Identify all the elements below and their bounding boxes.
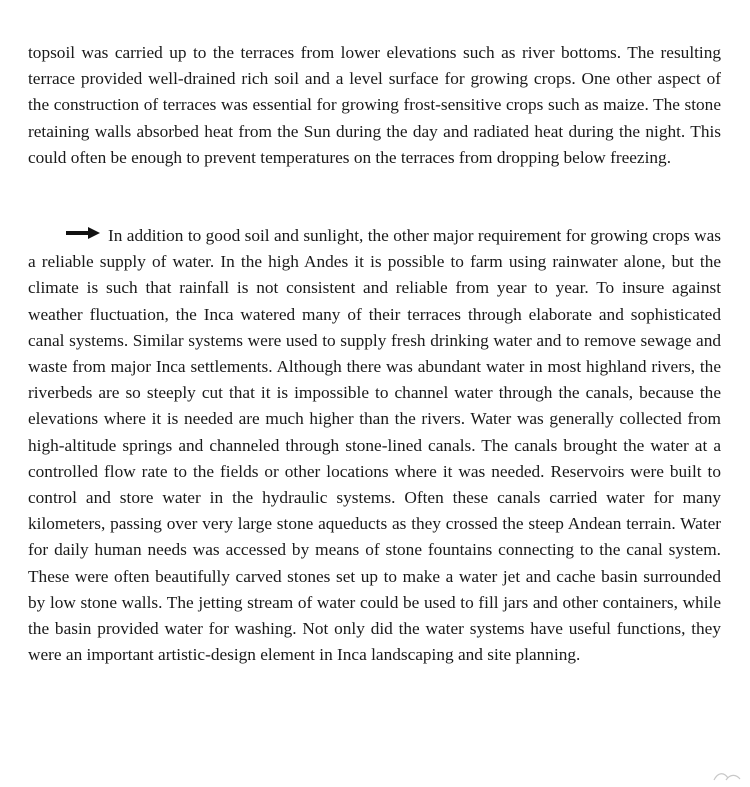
page-corner-decoration	[710, 768, 744, 782]
paragraph-terraces: topsoil was carried up to the terraces from lower elevations such as river bottoms. The resulting terrace provided well-drained rich soil and a level surface for growing crops. One other aspect of the construction of terraces was essential for growing frost-sensitive crops such as maize. The stone retaining walls absorbed heat from the Sun during the day and radiated heat during the night. This could often be enough to prevent temperatures on the terraces from dropping below freezing.	[28, 43, 721, 167]
paragraph-water-supply-text: In addition to good soil and sunlight, the other major requirement for growing crops was a reliable supply of water. In the high Andes it is possible to farm using rainwater alone, but the climate is such that rainfall is not consistent and reliable from year to year. To insure against weather fluctuation, the Inca watered many of their terraces through elaborate and sophisticated canal systems. Similar systems were used to supply fresh drinking water and to remove sewage and waste from major Inca settlements. Although there was abundant water in most highland rivers, the riverbeds are so steeply cut that it is impossible to channel water through the canals, because the elevations where it is needed are much higher than the rivers. Water was generally collected from high-altitude springs and channeled through stone-lined canals. The canals brought the water at a controlled flow rate to the fields or other locations where it was needed. Reservoirs were built to control and store water in the hydraulic systems. Often these canals carried water for many kilometers, passing over very large stone aqueducts as they crossed the steep Andean terrain. Water for daily human needs was accessed by means of stone fountains connecting to the canal system. These were often beautifully carved stones set up to make a water jet and cache basin surrounded by low stone walls. The jetting stream of water could be used to fill jars and other containers, while the basin provided water for washing. Not only did the water systems have useful functions, they were an important artistic-design element in Inca landscaping and site planning.	[28, 226, 721, 665]
right-arrow-icon	[66, 227, 100, 239]
document-page	[28, 40, 721, 668]
paragraph-water-supply	[28, 223, 721, 668]
